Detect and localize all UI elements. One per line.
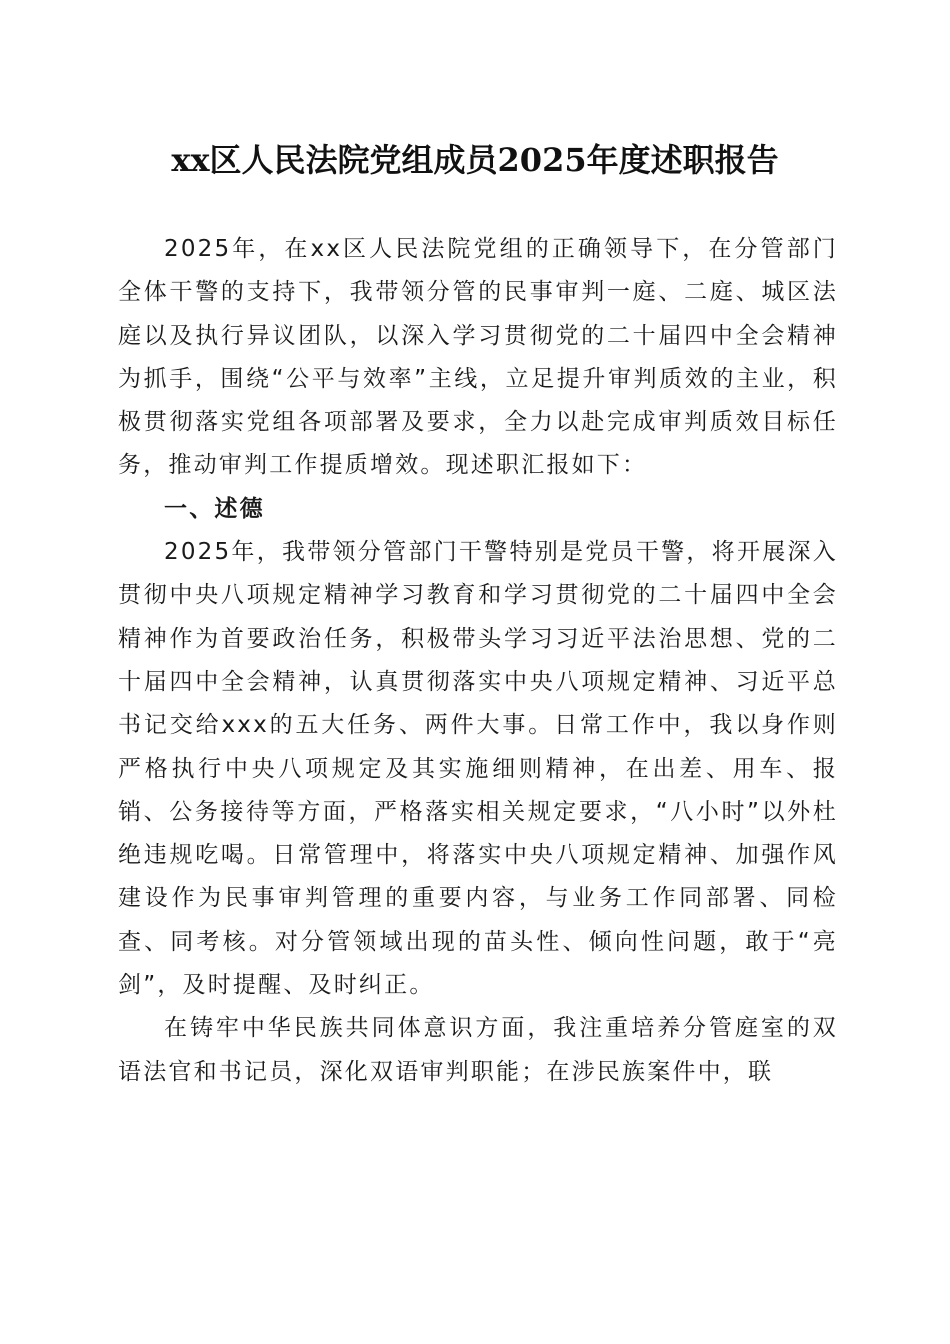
section-1-paragraph-2: 在铸牢中华民族共同体意识方面，我注重培养分管庭室的双语法官和书记员，深化双语审判职能；在涉民族案件中，联 [118,1015,838,1085]
intro-paragraph: 2025年，在xx区人民法院党组的正确领导下，在分管部门全体干警的支持下，我带领分管的民事审判一庭、二庭、城区法庭以及执行异议团队，以深入学习贯彻党的二十届四中全会精神为抓手，围绕“公平与效率”主线，立足提升审判质效的主业，积极贯彻落实党组各项部署及要求，全力以赴完成审判质效目标任务，推动审判工作提质增效。现述职汇报如下： [118,236,838,479]
section-1-paragraph-1: 2025年，我带领分管部门干警特别是党员干警，将开展深入贯彻中央八项规定精神学习教育和学习贯彻党的二十届四中全会精神作为首要政治任务，积极带头学习习近平法治思想、党的二十届四中全会精神，认真贯彻落实中央八项规定精神、习近平总书记交给xxx的五大任务、两件大事。日常工作中，我以身作则严格执行中央八项规定及其实施细则精神，在出差、用车、报销、公务接待等方面，严格落实相关规定要求，“八小时”以外杜绝违规吃喝。日常管理中，将落实中央八项规定精神、加强作风建设作为民事审判管理的重要内容，与业务工作同部署、同检查、同考核。对分管领域出现的苗头性、倾向性问题，敢于“亮剑”，及时提醒、及时纠正。 [118,539,838,999]
document-title: xx区人民法院党组成员2025年度述职报告 [171,141,779,179]
section-heading-1: 一、述德 [164,495,265,522]
document-body [118,228,838,1094]
